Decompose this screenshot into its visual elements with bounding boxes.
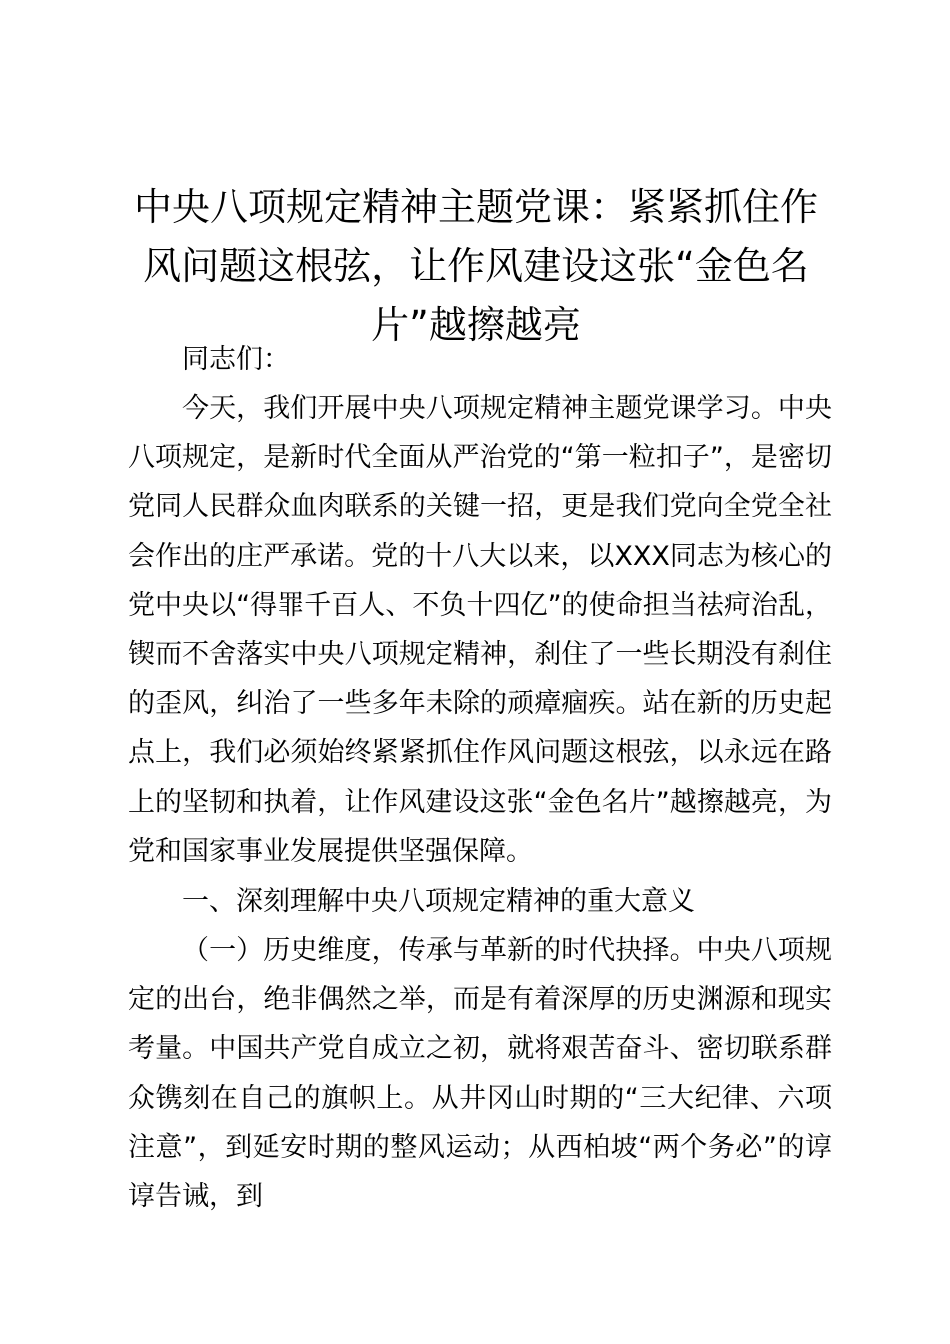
greeting: 同志们： [182,344,290,375]
paragraph-intro: 今天，我们开展中央八项规定精神主题党课学习。中央八项规定，是新时代全面从严治党的“第一粒扣子”，是密切党同人民群众血肉联系的关键一招，更是我们党向全党全社会作出的庄严承诺。党的十八大以来，以XXX同志为核心的党中央以“得罪千百人、不负十四亿”的使命担当祛疴治乱，锲而不舍落实中央八项规定精神，刹住了一些长期没有刹住的歪风，纠治了一些多年未除的顽瘴痼疾。站在新的历史起点上，我们必须始终紧紧抓住作风问题这根弦，以永远在路上的坚韧和执着，让作风建设这张“金色名片”越擦越亮，为党和国家事业发展提供坚强保障。 [128,393,832,867]
paragraph-history: （一）历史维度，传承与革新的时代抉择。中央八项规定的出台，绝非偶然之举，而是有着深厚的历史渊源和现实考量。中国共产党自成立之初，就将艰苦奋斗、密切联系群众镌刻在自己的旗帜上。从井冈山时期的“三大纪律、六项注意”，到延安时期的整风运动；从西柏坡“两个务必”的谆谆告诫，到 [128,935,832,1213]
section-heading: 一、深刻理解中央八项规定精神的重大意义 [182,886,695,917]
document-title: 中央八项规定精神主题党课：紧紧抓住作风问题这根弦，让作风建设这张“金色名片”越擦越亮 [133,185,818,347]
